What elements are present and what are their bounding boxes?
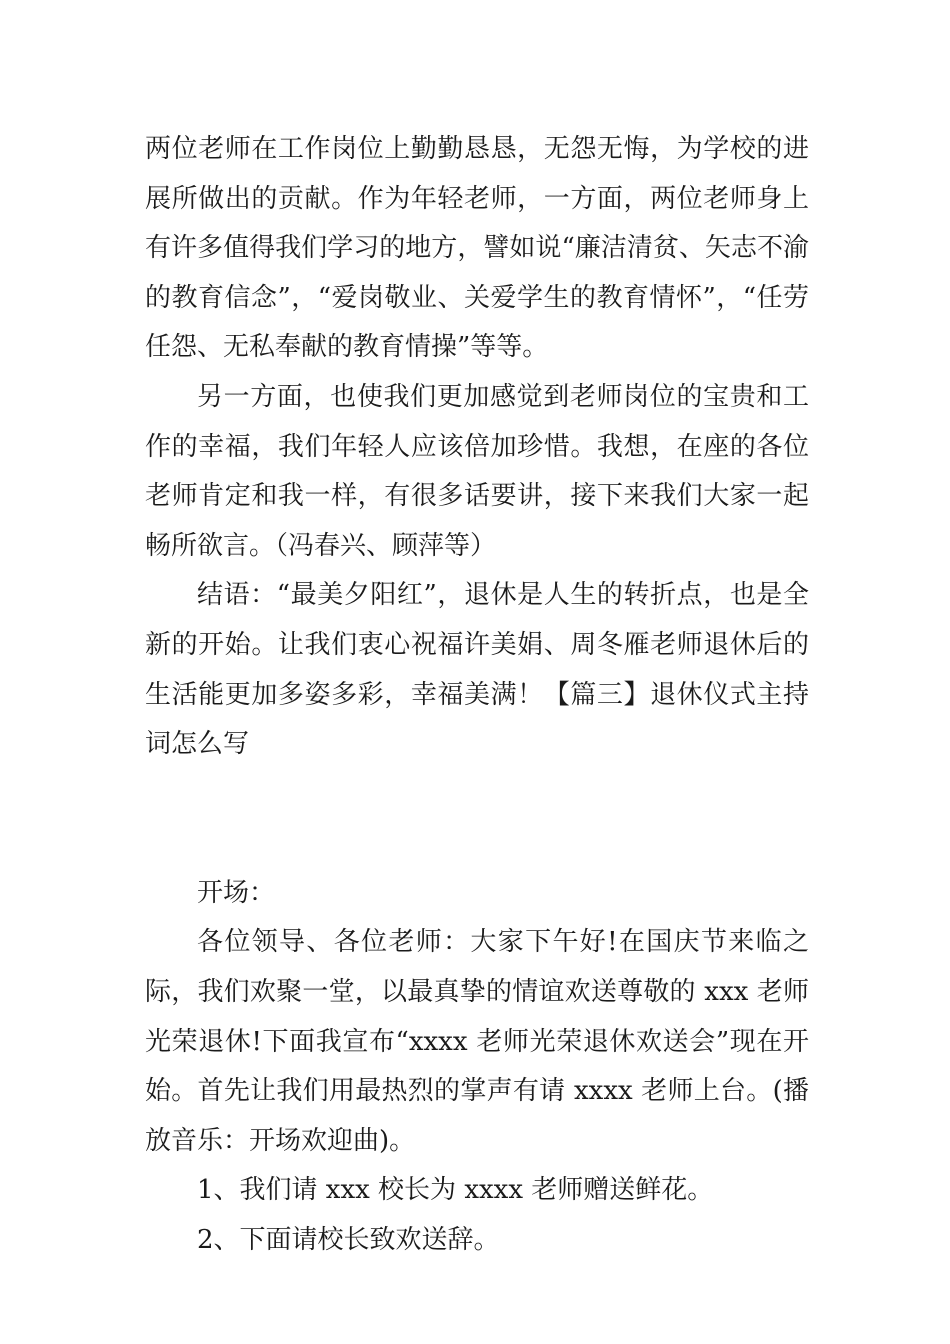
list-item-flowers: 1、我们请 xxx 校长为 xxxx 老师赠送鲜花。	[197, 1175, 714, 1206]
paragraph-another-aspect: 另一方面，也使我们更加感觉到老师岗位的宝贵和工作的幸福，我们年轻人应该倍加珍惜。我想，在座的各位老师肯定和我一样，有很多话要讲，接下来我们大家一起畅所欲言。（冯春兴、顾萍等）	[145, 381, 809, 561]
document-body	[145, 125, 809, 1265]
paragraph-continuation: 两位老师在工作岗位上勤勤恳恳，无怨无悔，为学校的进展所做出的贡献。作为年轻老师，一方面，两位老师身上有许多值得我们学习的地方，譬如说“廉洁清贫、矢志不渝的教育信念”，“爱岗敬业、关爱学生的教育情怀”，“任劳任怨、无私奉献的教育情操”等等。	[145, 134, 809, 363]
section-spacer	[145, 770, 809, 869]
paragraph-opening-speech: 各位领导、各位老师：大家下午好!在国庆节来临之际，我们欢聚一堂，以最真挚的情谊欢送尊敬的 xxx 老师光荣退休!下面我宣布“xxxx 老师光荣退休欢送会”现在开始。首先让我们用最热烈的掌声有请 xxxx 老师上台。(播放音乐：开场欢迎曲)。	[145, 927, 809, 1156]
paragraph-conclusion: 结语：“最美夕阳红”，退休是人生的转折点，也是全新的开始。让我们衷心祝福许美娟、周冬雁老师退休后的生活能更加多姿多彩，幸福美满！【篇三】退休仪式主持词怎么写	[145, 580, 809, 760]
paragraph-opening-heading: 开场：	[197, 877, 276, 908]
list-item-farewell-speech: 2、下面请校长致欢送辞。	[197, 1224, 500, 1255]
